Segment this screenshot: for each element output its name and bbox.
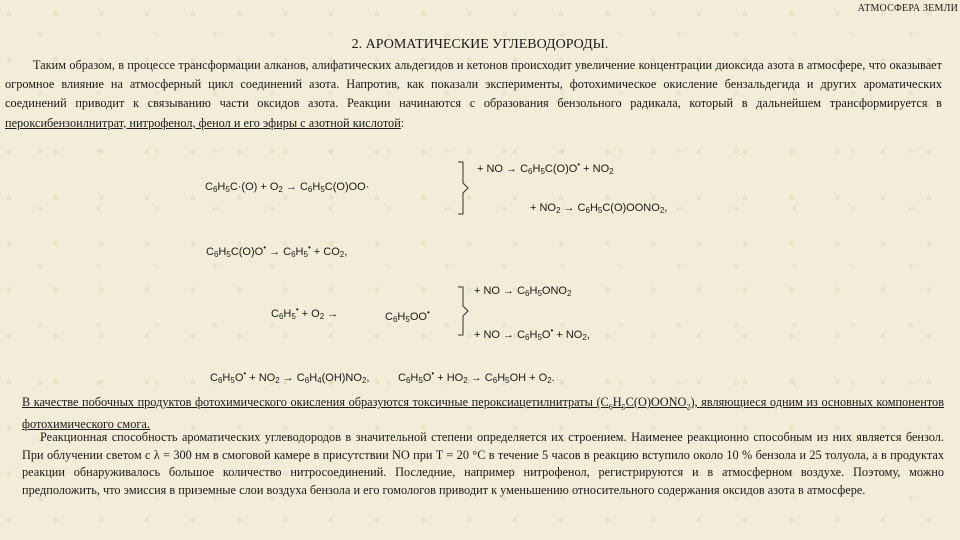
page-title: 2. АРОМАТИЧЕСКИЕ УГЛЕВОДОРОДЫ.	[351, 37, 609, 52]
reaction-1-left: $C_6H_5C\cdot(O) + O_2 \to C_6H_5C(O)OO\cdot$	[205, 181, 370, 194]
intro-paragraph	[5, 56, 942, 133]
reaction-4a: $C_6H_5O^• + NO_2 \to C_6H_4(OH)NO_2$,	[210, 369, 370, 385]
intro-underlined-products: пероксибензоилнитрат, нитрофенол, фенол и его эфиры с азотной кислотой	[5, 115, 401, 130]
reaction-2: $C_6H_5C(O)O^• \to C_6H_5^• + CO_2$,	[206, 243, 348, 259]
reactivity-paragraph	[22, 429, 944, 499]
reaction-1-branch-bottom: + $NO_2$ → $C_6H_5C(O)OONO_2$,	[530, 202, 668, 215]
reactivity-text: Реакционная способность ароматических углеводородов в значительной степени определяется их строением. Наименее реакционно способным из них является бензол. При облучении светом с λ = 300 нм в смоговой камере в присутствии NO при T = 20 °С в течение 5 часов в реакцию вступило около 10 % бензола и 25 толуола, а в продуктах реакции обнаруживалось большое количество нитросоединений. Последние, например нитрофенол, регистрируются и в атмосферном воздухе. Поэтому, можно предположить, что эмиссия в приземные слои воздуха бензола и его гомологов приводит к уменьшению относительного содержания оксидов азота в атмосфере.	[22, 430, 944, 497]
reaction-3-intermediate: $C_6H_5OO^•$	[385, 308, 430, 324]
reaction-1-branch-top: + NO → $C_6H_5C(O)O^• + NO_2$	[477, 160, 614, 176]
side-products-paragraph	[22, 394, 944, 434]
reaction-3-brace	[456, 285, 470, 337]
intro-end: :	[400, 115, 405, 130]
side-products-text: В качестве побочных продуктов фотохимического окисления образуются токсичные пероксиацетилнитраты $(C_6H_5C(O)OONO_2)$, являющиеся одним из основных компонентов фотохимического смога.	[22, 395, 944, 432]
reaction-3-branch-bottom: + NO → $C_6H_5O^• + NO_2$,	[474, 326, 590, 342]
reaction-3-branch-top: + NO → $C_6H_5ONO_2$	[474, 285, 572, 298]
reaction-1-brace	[456, 160, 470, 216]
reaction-4b: $C_6H_5O^• + HO_2 \to C_6H_5OH + O_2$.	[398, 369, 555, 385]
header-section-title: АТМОСФЕРА ЗЕМЛИ	[857, 3, 958, 14]
reaction-3-left: $C_6H_5^• + O_2$ →	[271, 305, 339, 321]
intro-text: Таким образом, в процессе трансформации алканов, алифатических альдегидов и кетонов происходит увеличение концентрации диоксида азота в атмосфере, что оказывает огромное влияние на атмосферный цикл соединений азота. Напротив, как показали эксперименты, фотохимическое окисление бензальдегида и других ароматических соединений приводит к связыванию части оксидов азота. Реакции начинаются с образования бензольного радикала, который в дальнейшем трансформируется в	[5, 58, 942, 111]
